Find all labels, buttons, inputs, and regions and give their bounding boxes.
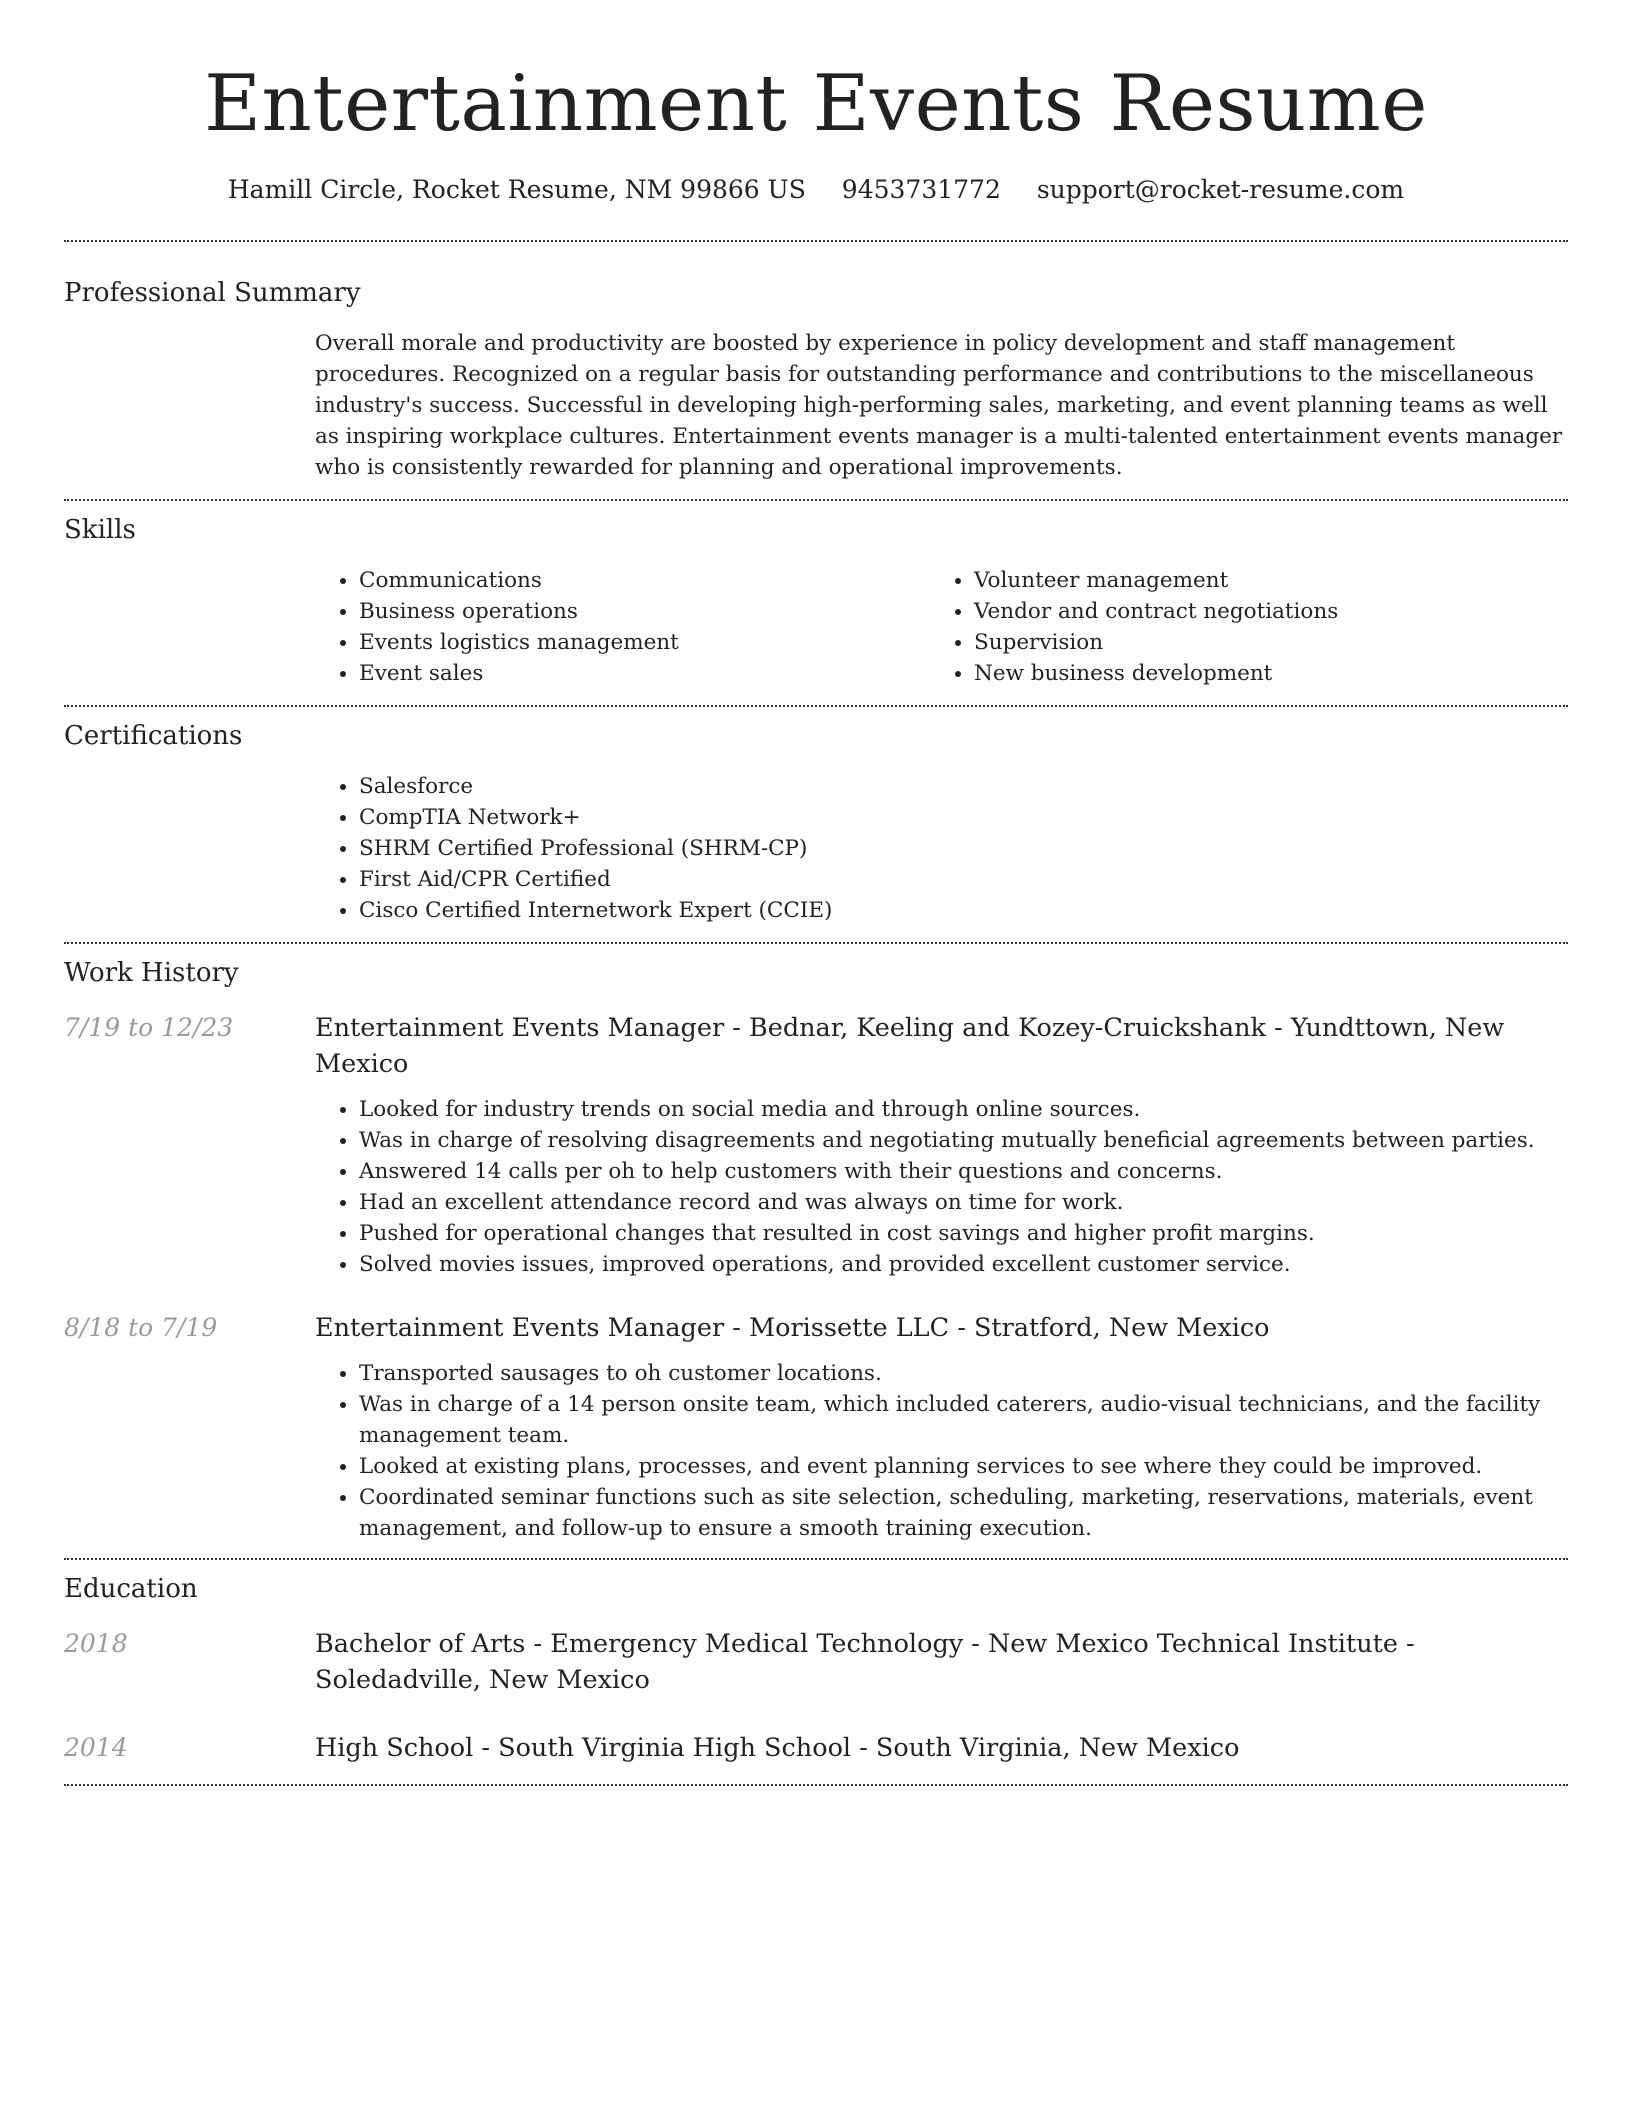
- skill-item: • Supervision: [974, 627, 1545, 658]
- work-date: 7/19 to 12/23: [64, 1013, 234, 1042]
- education-title: High School - South Virginia High School - South Virginia, New Mexico: [315, 1733, 1240, 1763]
- contact-phone: 9453731772: [841, 175, 1001, 204]
- skill-item: • Communications: [359, 565, 930, 596]
- work-title: Entertainment Events Manager - Bednar, Keeling and Kozey-Cruickshank - Yundttown, New Mexico: [315, 1013, 1505, 1079]
- education-entry: [64, 1626, 1568, 1698]
- certifications-heading: Certifications: [64, 721, 243, 751]
- work-bullet: • Was in charge of a 14 person onsite team, which included caterers, audio-visual technicians, and the facility management team.: [359, 1389, 1568, 1451]
- work-bullet: • Pushed for operational changes that resulted in cost savings and higher profit margins.: [359, 1218, 1568, 1249]
- work-heading: Work History: [64, 958, 239, 988]
- work-bullet: • Solved movies issues, improved operations, and provided excellent customer service.: [359, 1249, 1568, 1280]
- work-bullet: • Looked for industry trends on social media and through online sources.: [359, 1094, 1568, 1125]
- work-date: 8/18 to 7/19: [64, 1313, 218, 1342]
- certification-item: • Salesforce: [359, 771, 1568, 802]
- contact-address: Hamill Circle, Rocket Resume, NM 99866 US: [227, 175, 806, 204]
- education-title: Bachelor of Arts - Emergency Medical Technology - New Mexico Technical Institute - Soledadville, New Mexico: [315, 1629, 1415, 1695]
- education-date: 2014: [64, 1733, 128, 1762]
- summary-text: Overall morale and productivity are boosted by experience in policy development and staff management procedures. Recognized on a regular basis for outstanding performance and contributions to the miscellaneous industry's success. Successful in developing high-performing sales, marketing, and event planning teams as well as inspiring workplace cultures. Entertainment events manager is a multi-talented entertainment events manager who is consistently rewarded for planning and operational improvements.: [315, 331, 1563, 480]
- work-bullet: • Answered 14 calls per oh to help customers with their questions and concerns.: [359, 1156, 1568, 1187]
- resume-page: [64, 0, 1568, 1786]
- certification-item: • CompTIA Network+: [359, 802, 1568, 833]
- work-bullet: • Looked at existing plans, processes, and event planning services to see where they could be improved.: [359, 1451, 1568, 1482]
- work-entry: [64, 1010, 1568, 1280]
- resume-title: Entertainment Events Resume: [204, 59, 1428, 149]
- certifications-list: [315, 771, 1568, 926]
- skills-heading: Skills: [64, 515, 136, 545]
- education-entry: [64, 1730, 1568, 1766]
- work-bullet: • Was in charge of resolving disagreements and negotiating mutually beneficial agreements between parties.: [359, 1125, 1568, 1156]
- work-bullet: • Coordinated seminar functions such as site selection, scheduling, marketing, reservations, materials, event management, and follow-up to ensure a smooth training execution.: [359, 1482, 1568, 1544]
- work-bullets: [315, 1094, 1568, 1280]
- work-title: Entertainment Events Manager - Morissette LLC - Stratford, New Mexico: [315, 1313, 1270, 1343]
- work-bullets: [315, 1358, 1568, 1544]
- skill-item: • Events logistics management: [359, 627, 930, 658]
- work-section: [64, 944, 1568, 1544]
- work-bullet: • Transported sausages to oh customer locations.: [359, 1358, 1568, 1389]
- education-section: [64, 1560, 1568, 1766]
- contact-email: support@rocket-resume.com: [1036, 175, 1405, 204]
- certification-item: • First Aid/CPR Certified: [359, 864, 1568, 895]
- skill-item: • Event sales: [359, 658, 930, 689]
- skills-section: [64, 501, 1568, 689]
- contact-line: [64, 172, 1568, 208]
- work-bullet: • Had an excellent attendance record and was always on time for work.: [359, 1187, 1568, 1218]
- summary-section: [64, 242, 1568, 483]
- work-entry: [64, 1310, 1568, 1544]
- summary-heading: Professional Summary: [64, 278, 361, 308]
- section-divider: [64, 1784, 1568, 1786]
- skill-item: • Vendor and contract negotiations: [974, 596, 1545, 627]
- certifications-section: [64, 707, 1568, 926]
- education-date: 2018: [64, 1629, 128, 1658]
- skills-list-left: [315, 565, 930, 689]
- skill-item: • Business operations: [359, 596, 930, 627]
- certification-item: • Cisco Certified Internetwork Expert (CCIE): [359, 895, 1568, 926]
- certification-item: • SHRM Certified Professional (SHRM-CP): [359, 833, 1568, 864]
- skills-list-right: [930, 565, 1545, 689]
- education-heading: Education: [64, 1574, 198, 1604]
- skill-item: • New business development: [974, 658, 1545, 689]
- skill-item: • Volunteer management: [974, 565, 1545, 596]
